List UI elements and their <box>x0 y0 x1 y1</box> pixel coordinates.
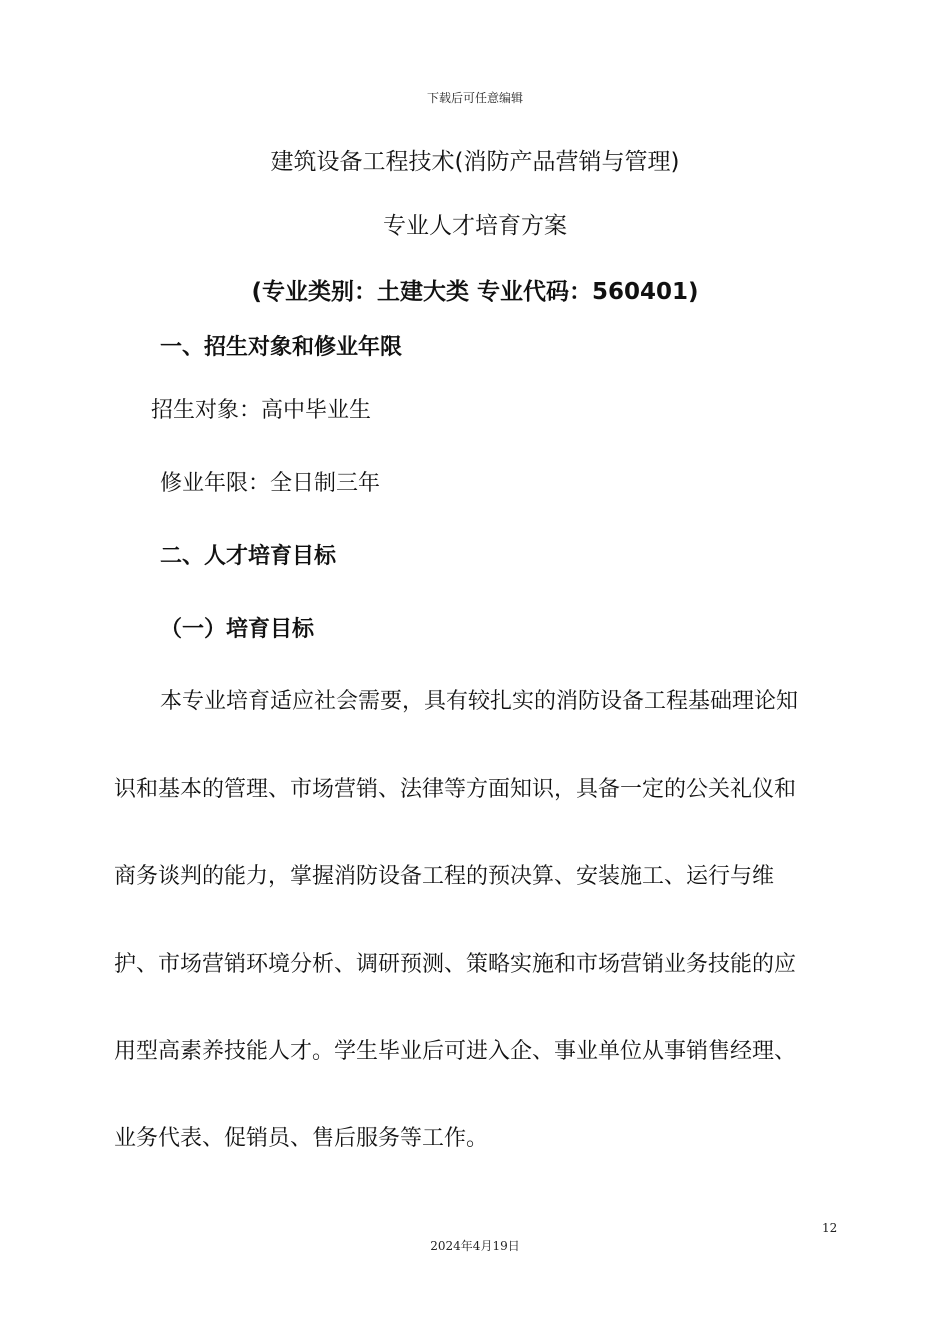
paragraph-line: 业务代表、促销员、售后服务等工作。 <box>114 1126 489 1151</box>
enrollment-target: 招生对象：高中毕业生 <box>151 398 372 423</box>
paragraph-line: 识和基本的管理、市场营销、法律等方面知识，具备一定的公关礼仪和 <box>114 777 797 802</box>
document-title: 建筑设备工程技术(消防产品营销与管理) <box>270 149 680 175</box>
header-note: 下载后可任意编辑 <box>426 91 523 105</box>
paragraph-line: 护、市场营销环境分析、调研预测、策略实施和市场营销业务技能的应 <box>114 952 797 977</box>
document-subtitle: 专业人才培育方案 <box>383 213 567 239</box>
footer-date: 2024年4月19日 <box>430 1239 520 1253</box>
paragraph-line: 商务谈判的能力，掌握消防设备工程的预决算、安装施工、运行与维 <box>114 864 775 889</box>
section-heading-goals: 二、人才培育目标 <box>160 544 337 569</box>
paragraph-line: 本专业培育适应社会需要，具有较扎实的消防设备工程基础理论知 <box>160 689 799 714</box>
section-heading-enrollment: 一、招生对象和修业年限 <box>160 335 403 360</box>
page-number: 12 <box>822 1221 838 1235</box>
study-duration: 修业年限：全日制三年 <box>160 471 381 496</box>
paragraph-line: 用型高素养技能人才。学生毕业后可进入企、事业单位从事销售经理、 <box>114 1039 797 1064</box>
specialty-code-line: (专业类别：土建大类 专业代码：560401) <box>251 279 699 305</box>
subsection-heading-goals: （一）培育目标 <box>160 617 315 642</box>
